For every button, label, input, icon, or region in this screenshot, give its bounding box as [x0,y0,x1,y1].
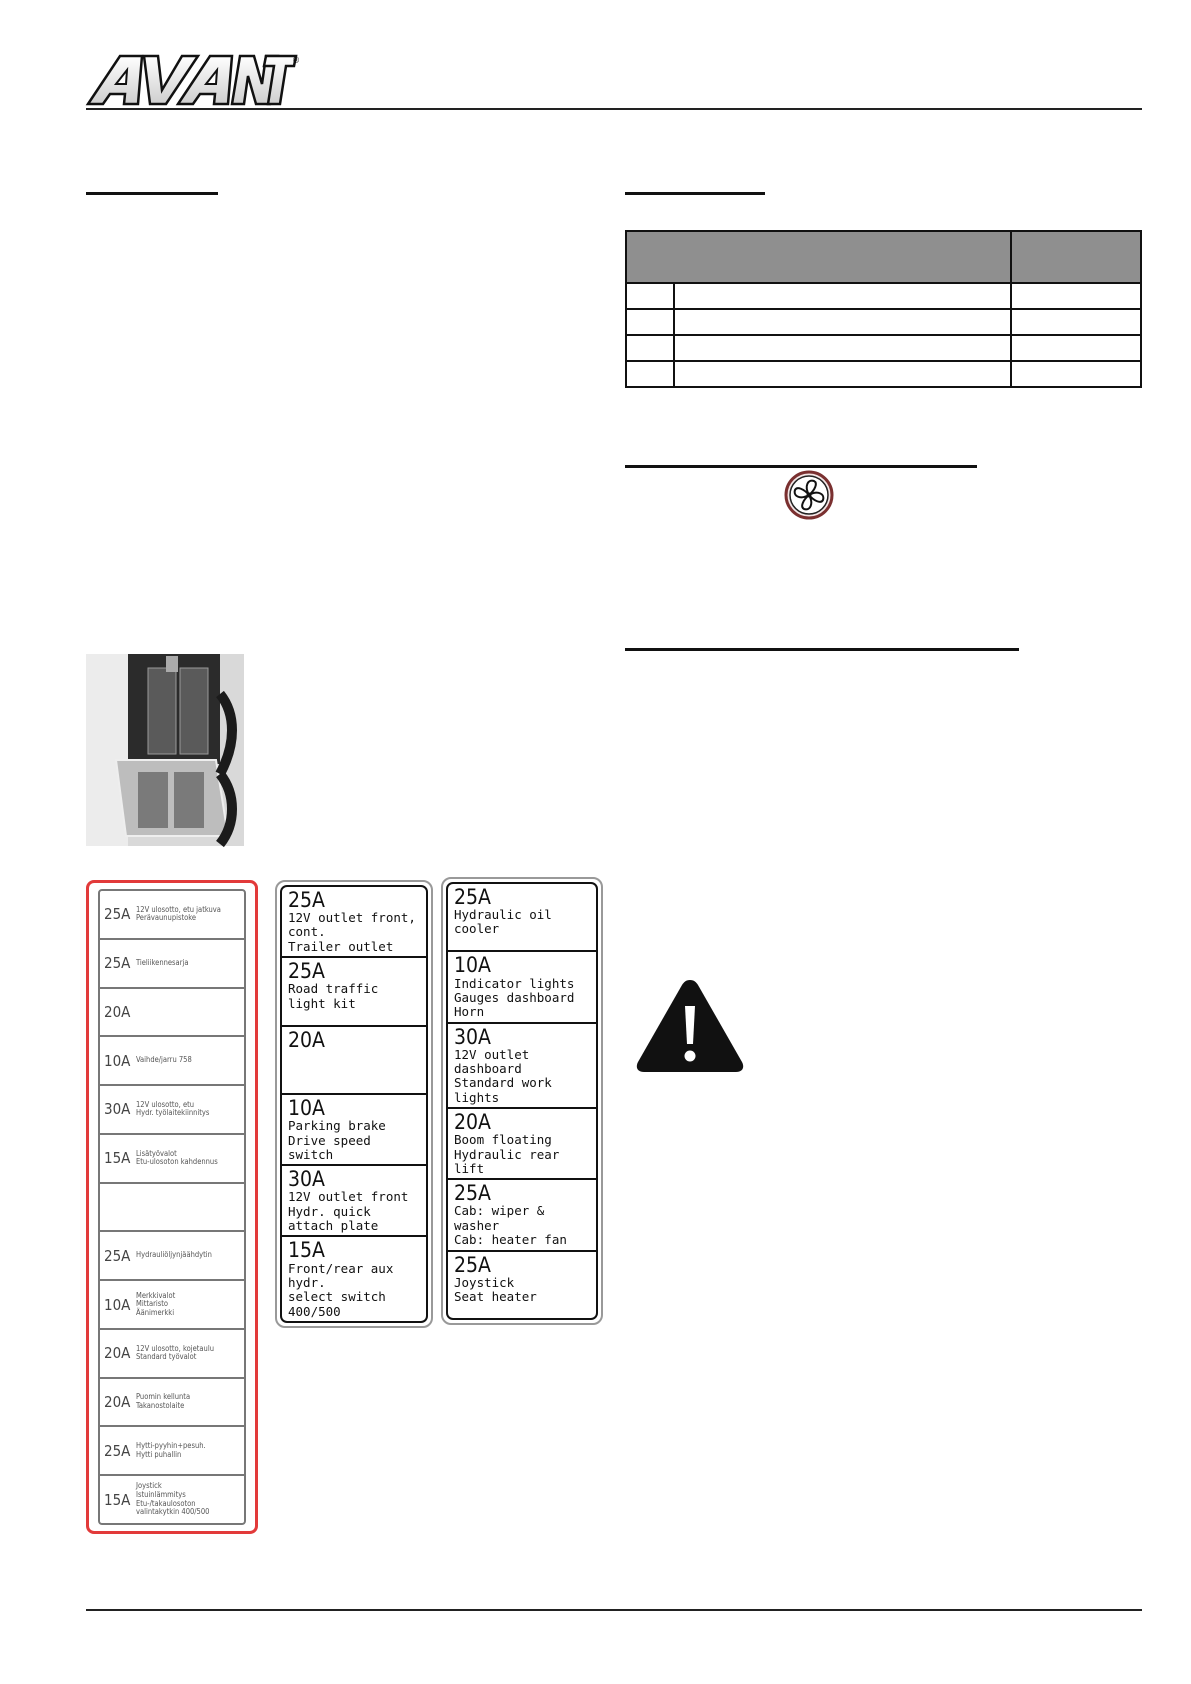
fuse-row: 25A Cab: wiper & washer Cab: heater fan [448,1180,596,1251]
fuse-row: 15A Lisätyövalot Etu-ulosoton kahdennus [100,1135,244,1184]
avant-logo [86,52,296,108]
fuse-row: 15A Joystick Istuinlämmitys Etu-/takaulosoton valintakytkin 400/500 [104,1481,210,1517]
table-row [626,361,1141,387]
section-heading-underline [86,192,218,195]
fuse-row: 10A Vaihde/jarru 758 [100,1037,244,1086]
registered-mark: ® [292,56,301,66]
fuse-label-left-column [275,880,433,1328]
fuse-row: 20A Boom floating Hydraulic rear lift [448,1109,596,1180]
footer-rule [86,1609,1142,1611]
section-heading-underline [625,192,765,195]
fuse-row: 25A Hydraulic oil cooler [448,884,596,952]
table-row [626,335,1141,361]
fuse-row: 25A Hydrauliöljynjäähdytin [100,1232,244,1281]
section-heading-underline [625,648,1019,651]
fuse-label-finnish [86,880,258,1534]
fuse-row: 10A Parking brake Drive speed switch [282,1095,426,1166]
fuse-row: 10A Merkkivalot Mittaristo Äänimerkki [100,1281,244,1330]
header-rule [86,108,1142,110]
fuse-row: 20A 12V ulosotto, kojetaulu Standard työvalot [100,1330,244,1379]
fuse-row: 20A [282,1027,426,1095]
fuse-row: 25A Hytti-pyyhin+pesuh. Hytti puhallin [100,1427,244,1476]
fuse-row: 20A [100,989,244,1038]
fan-icon [784,470,834,520]
fuse-row [100,1184,244,1233]
fuse-row: 25A Tieliikennesarja [100,940,244,989]
spec-table [625,230,1142,388]
section-heading-underline [625,465,977,468]
fuse-row: 20A Puomin kellunta Takanostolaite [100,1379,244,1428]
spec-table-header-cell [1011,231,1141,283]
fuse-box-photo [86,654,244,846]
spec-table-header-cell [626,231,1011,283]
fuse-row: 25A 12V outlet front, cont. Trailer outlet [282,887,426,958]
fuse-row: 30A 12V ulosotto, etu Hydr. työlaitekiinnitys [100,1086,244,1135]
fuse-row: 25A Road traffic light kit [282,958,426,1026]
fuse-row: 25A 12V ulosotto, etu jatkuva Perävaunupistoke [100,891,244,940]
fuse-row: 15A Front/rear aux hydr. select switch 400/500 [288,1238,394,1319]
warning-icon [634,976,746,1074]
fuse-row: 30A 12V outlet front Hydr. quick attach plate [282,1166,426,1237]
fuse-row: 10A Indicator lights Gauges dashboard Horn [448,952,596,1023]
table-row [626,283,1141,309]
fuse-row: 30A 12V outlet dashboard Standard work lights [448,1024,596,1110]
spec-table-header [626,231,1141,283]
table-row [626,309,1141,335]
fuse-row: 25A Joystick Seat heater [454,1252,537,1304]
fuse-label-right-column [441,877,603,1325]
